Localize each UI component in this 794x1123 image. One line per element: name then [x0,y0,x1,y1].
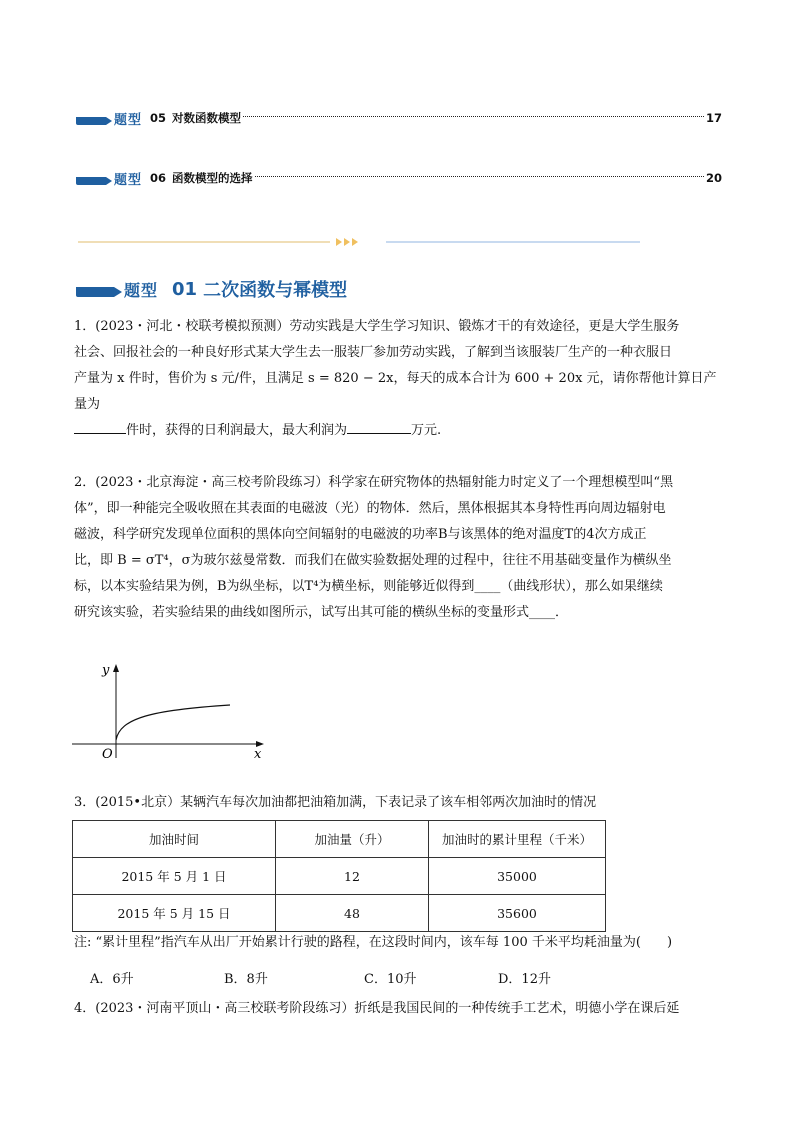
toc-page: 17 [705,111,722,125]
toc-entry-05[interactable] [76,108,722,128]
table-header-row [73,821,606,858]
x-axis-label: x [254,747,262,760]
answer-blank[interactable] [347,419,411,434]
question-type-tag: 题型 [76,170,142,186]
table-row [73,895,606,932]
toc-leader-dots [243,116,704,117]
question-4: 4．(2023・河南平顶山・高三校联考阶段练习）折纸是我国民间的一种传统手工艺术，明德小学在课后延 [74,1001,680,1016]
table-cell: 2015 年 5 月 1 日 [73,858,276,895]
table-header: 加油量（升） [276,821,429,858]
question-3: 3．(2015•北京）某辆汽车每次加油都把油箱加满，下表记录了该车相邻两次加油时的情况 [74,795,597,810]
section-divider [78,236,642,248]
toc-page: 20 [705,171,722,185]
option-d[interactable]: D．12升 [498,972,551,987]
origin-label: O [102,747,113,760]
question-2: 2．(2023・北京海淀・高三校考阶段练习）科学家在研究物体的热辐射能力时定义了一个理想模型叫“黑 体”，即一种能完全吸收照在其表面的电磁波（光）的物体．然后，黑体根据其本身特性再向周边辐射电 磁波，科学研究发现单位面积的黑体向空间辐射的电磁波的功率B与该黑体的绝对温度T的4次方成正 比，即 B = σT⁴，σ为玻尔兹曼常数．而我们在做实验数据处理的过程中，往往不用基础变量作为横纵坐 标，以本实验结果为例，B为纵坐标，以T⁴为横坐标，则能够近似得到____（曲线形状），那么如果继续 研究该实验，若实验结果的曲线如图所示，试写出其可能的横纵坐标的变量形式____． [74,475,674,620]
answer-blank[interactable] [74,419,126,434]
table-cell: 12 [276,858,429,895]
option-b[interactable]: B．8升 [224,972,268,987]
q3-note: 注: “累计里程”指汽车从出厂开始累计行驶的路程，在这段时间内，该车每 100 千米平均耗油量为( ) [74,935,673,950]
toc-leader-dots [255,176,704,177]
y-axis-label: y [102,663,110,678]
toc-num: 05 [150,111,167,125]
toc-entry-06[interactable] [76,168,722,188]
table-header: 加油时间 [73,821,276,858]
question-type-tag: 题型 [76,110,142,126]
fuel-table [72,820,606,932]
section-num: 01 [172,278,198,300]
table-cell: 2015 年 5 月 15 日 [73,895,276,932]
toc-num: 06 [150,171,167,185]
option-a[interactable]: A．6升 [90,972,134,987]
question-1: 1．(2023・河北・校联考模拟预测）劳动实践是大学生学习知识、锻炼才干的有效途径，更是大学生服务 社会、回报社会的一种良好形式某大学生去一服装厂参加劳动实践，了解到当该服装厂生产的一种衣服日 产量为 x 件时，售价为 s 元/件，且满足 s = 820 − 2x，每天的成本合计为 600 + 20x 元，请你帮他计算日产 量为 件时，获得的日利润最大，最大利润为 万元. [74,319,717,438]
option-c[interactable]: C．10升 [364,972,417,987]
curve-graph [72,660,272,760]
table-cell: 35600 [429,895,606,932]
table-header: 加油时的累计里程（千米） [429,821,606,858]
table-cell: 35000 [429,858,606,895]
table-row [73,858,606,895]
toc-title: 对数函数模型 [172,111,242,125]
section-heading [76,276,347,302]
question-type-tag: 题型 [76,281,158,297]
toc-title: 函数模型的选择 [172,171,253,185]
table-cell: 48 [276,895,429,932]
section-title: 二次函数与幂模型 [203,280,348,301]
